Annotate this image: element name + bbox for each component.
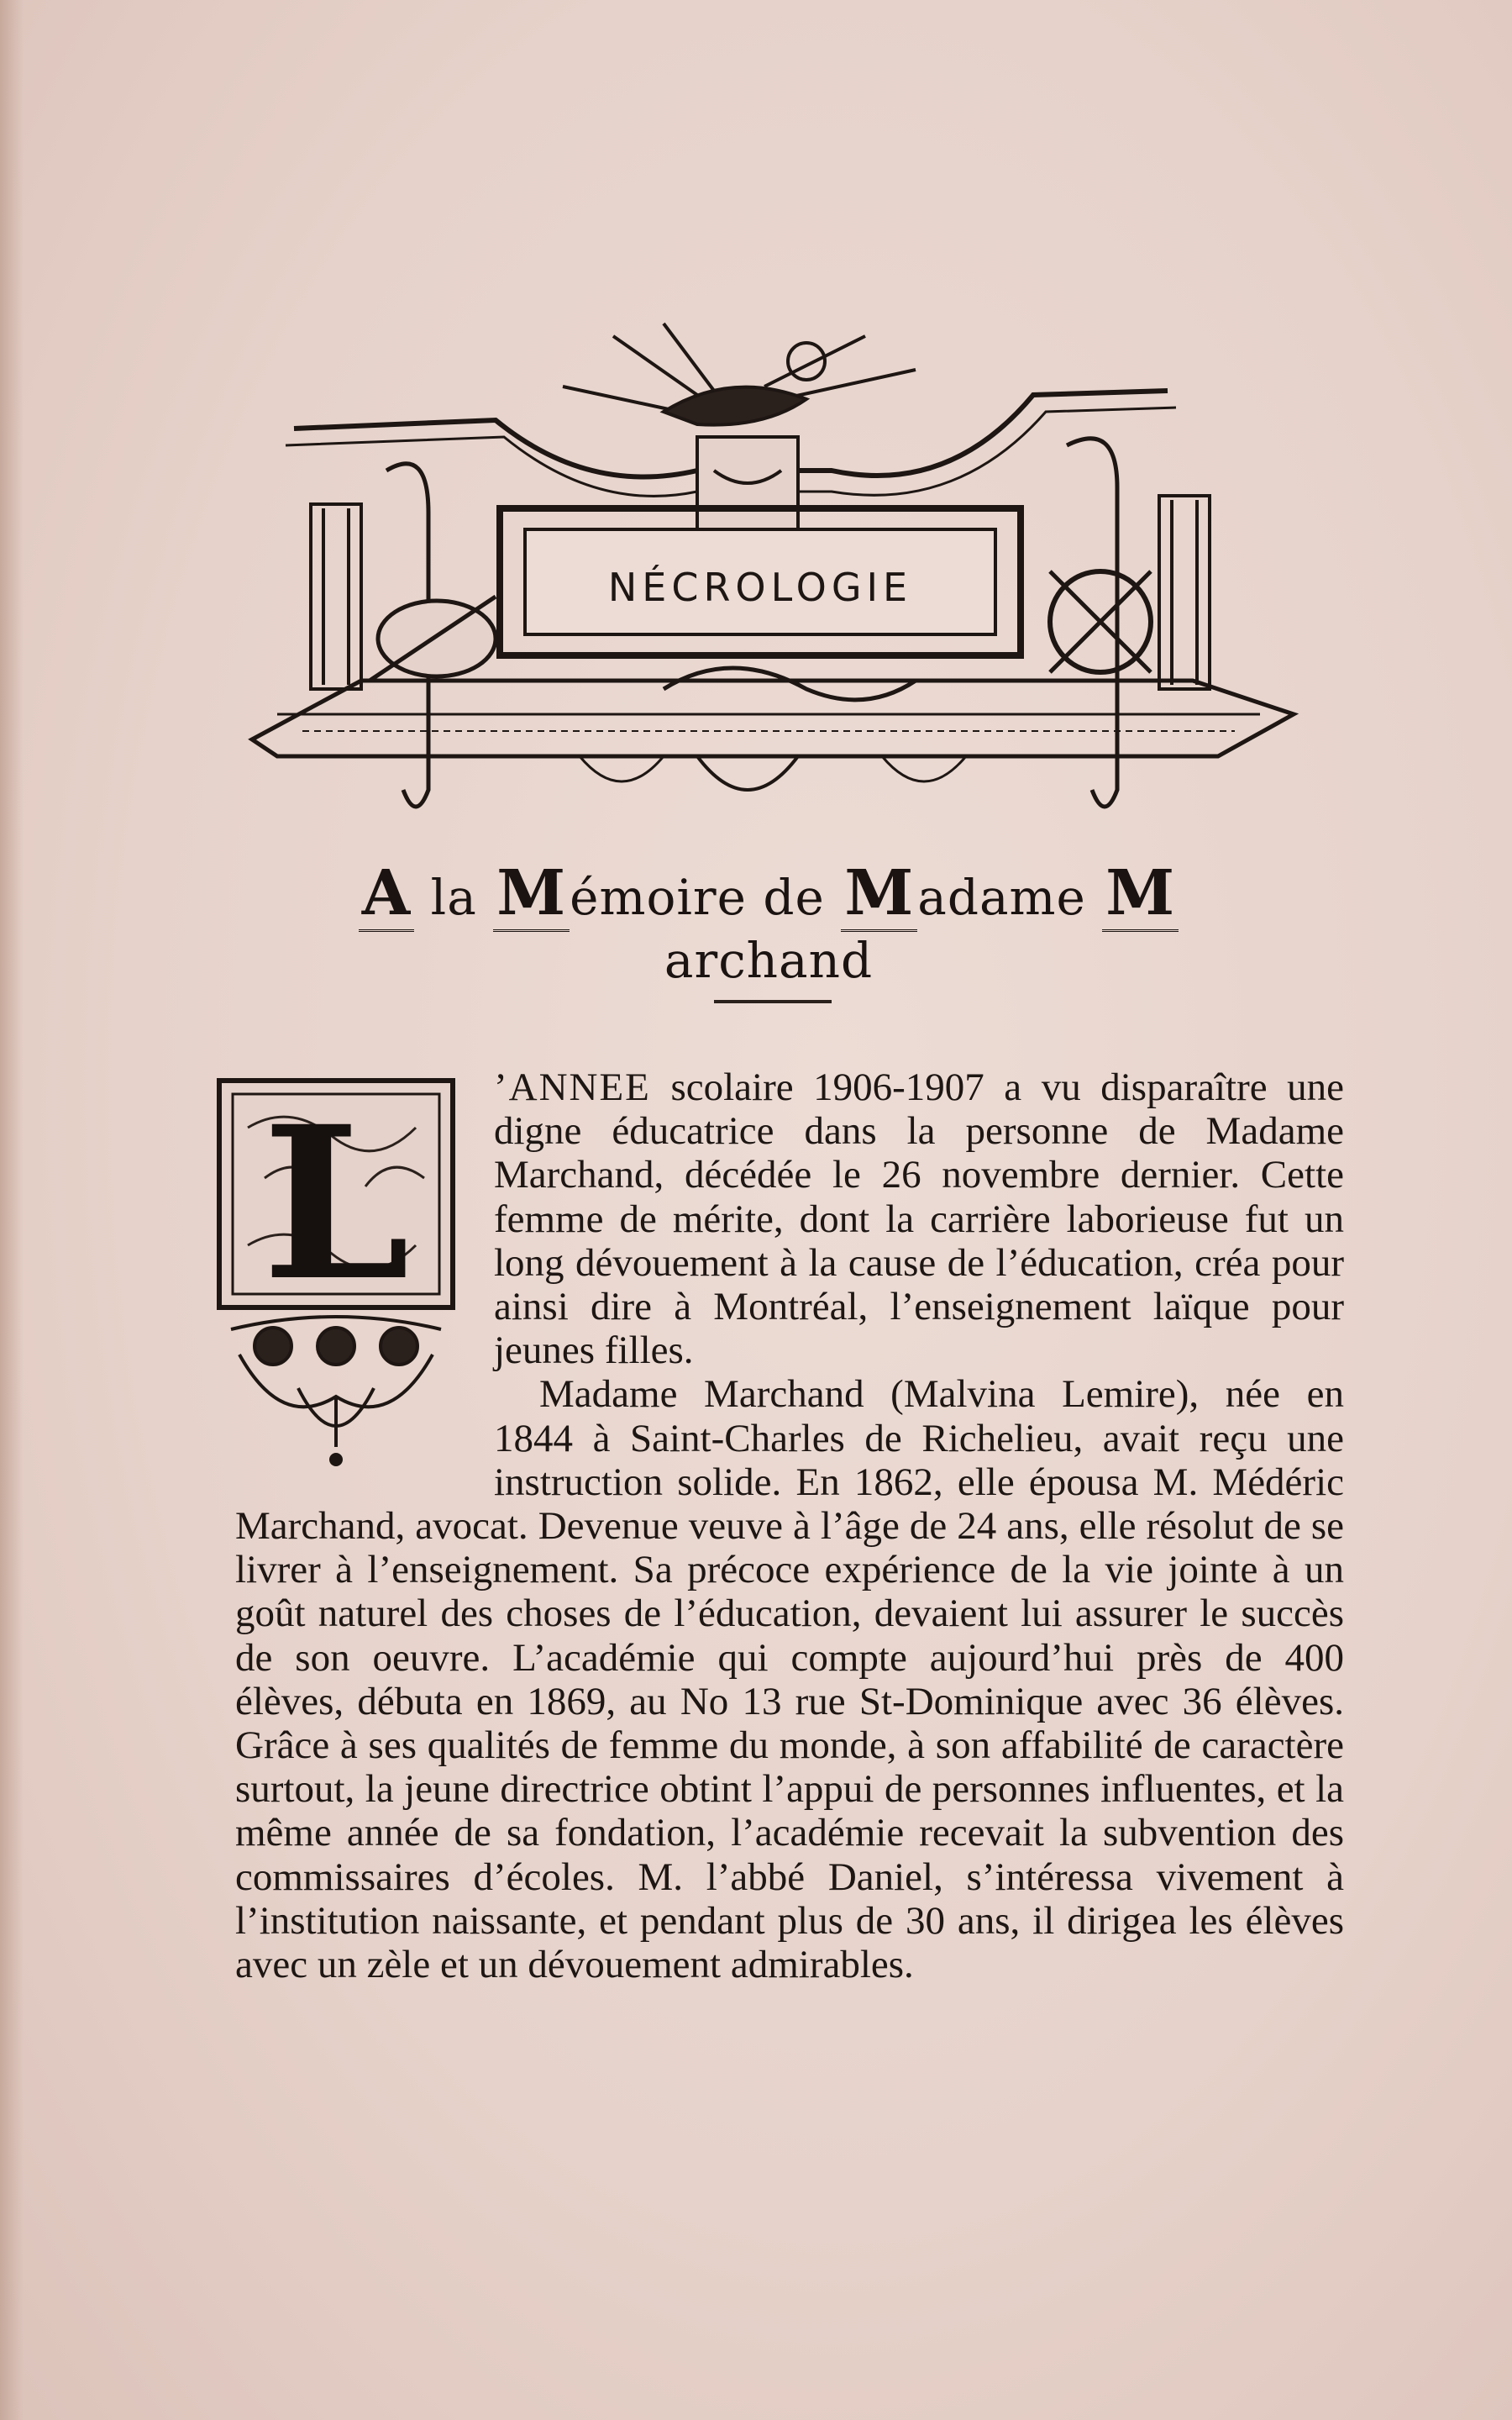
title-text: émoire de xyxy=(570,869,842,926)
paragraph-2: Madame Marchand (Malvina Lemire), née en 1844 à Saint-Charles de Richelieu, avait reçu une instruction solide. En 1862, elle épousa M. Médéric Marchand, avocat. Devenue veuve à l’âge de 24 ans, elle résolut de se livrer à l’enseignement. Sa précoce expérience de la vie jointe à un goût naturel des choses de l’éducation, devaient lui assurer le succès de son oeuvre. L’académie qui compte aujourd’hui près de 400 élèves, débuta en 1869, au No 13 rue St-Dominique avec 36 élèves. Grâce à ses qualités de femme du monde, à son affabilité de caractère surtout, la jeune directrice obtint l’appui de personnes influentes, et la même année de sa fondation, l’académie recevait la subvention des commissaires d’écoles. M. l’abbé Daniel, s’intéressa vivement à l’institution naissante, et pendant plus de 30 ans, il dirigea les élèves avec un zèle et un dévouement admirables. xyxy=(235,1372,1344,1987)
article-body xyxy=(235,1065,1344,1986)
drop-cap-space xyxy=(235,1065,494,1460)
paragraph-1-text: scolaire 1906-1907 a vu disparaître une digne éducatrice dans la personne de Madame Marchand, décédée le 26 novembre dernier. Cette femme de mérite, dont la carrière laborieuse fut un long dévouement à la cause de l’éducation, créa pour ainsi dire à Montréal, l’enseignement laïque pour jeunes filles. xyxy=(494,1065,1344,1373)
paragraph-1-opening: ’ANNEE xyxy=(494,1065,651,1109)
necrologie-ornament xyxy=(227,319,1310,840)
title-text: adame xyxy=(917,869,1103,926)
base-platform xyxy=(252,681,1294,756)
ray xyxy=(664,324,714,391)
title-text: archand xyxy=(664,932,874,989)
ray xyxy=(781,370,916,399)
ray xyxy=(613,336,697,395)
oil-lamp xyxy=(664,387,806,425)
garland xyxy=(882,756,966,781)
lamp-flame xyxy=(788,343,825,380)
page-edge-shadow xyxy=(0,0,24,2420)
title-initial: M xyxy=(493,857,570,932)
garland xyxy=(580,756,664,781)
title-initial: M xyxy=(841,857,917,932)
ray xyxy=(563,387,680,412)
right-scroll xyxy=(1067,439,1117,807)
ornament-label: NÉCROLOGIE xyxy=(607,565,913,610)
drop-cap-letter: L xyxy=(262,1080,410,1327)
title-initial: A xyxy=(359,857,414,932)
left-column xyxy=(311,504,361,689)
article-title xyxy=(277,857,1260,989)
ornament-illustration xyxy=(227,319,1310,840)
right-column xyxy=(1159,496,1210,689)
title-initial: M xyxy=(1102,857,1179,932)
title-divider xyxy=(714,1000,832,1003)
garland xyxy=(697,756,798,790)
floral-spray xyxy=(664,668,916,700)
title-text: la xyxy=(414,869,494,926)
